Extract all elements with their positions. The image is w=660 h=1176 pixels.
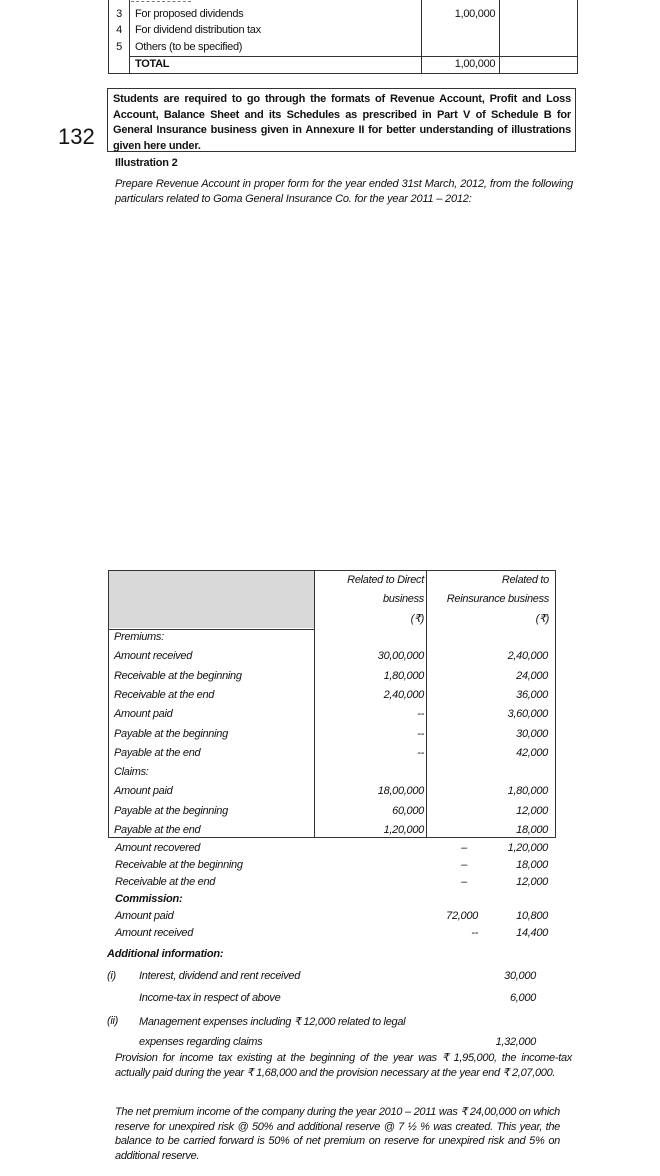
total-rule [129, 56, 577, 57]
direct-value: 2,40,000 [383, 688, 424, 701]
item2-line2: expenses regarding claims [139, 1036, 263, 1048]
column-divider [426, 570, 427, 838]
reinsurance-value: 1,80,000 [507, 785, 548, 798]
reinsurance-value: 2,40,000 [507, 650, 548, 663]
row-label: For dividend distribution tax [135, 24, 261, 36]
item1-amount2: 6,000 [509, 992, 536, 1004]
reinsurance-value: 12,000 [516, 804, 548, 817]
reinsurance-value: 10,800 [516, 910, 548, 922]
table-divider [421, 0, 422, 73]
item2-amount: 1,32,000 [495, 1036, 536, 1048]
reinsurance-value: 18,000 [516, 859, 548, 871]
row-label: Premiums: [114, 631, 164, 643]
header-direct-line1: Related to Direct [347, 574, 424, 586]
row-label: Receivable at the end [114, 688, 215, 701]
header-reinsurance-line1: Related to [501, 574, 549, 586]
item1-number: (i) [107, 970, 116, 982]
direct-value: 1,20,000 [383, 824, 424, 836]
item1-line1: Interest, dividend and rent received [139, 970, 301, 982]
row-label: Amount paid [114, 785, 173, 798]
header-rule [108, 629, 314, 630]
reinsurance-value: 24,000 [516, 669, 548, 682]
tax-provision-paragraph: Provision for income tax existing at the beginning of the year was ₹ 1,95,000, the income-tax actually paid during the year ₹ 1,68,000 and the provision necessary at the year end ₹ 2,07,000. [115, 1052, 572, 1079]
row-label: Amount received [115, 927, 194, 939]
item1-line2: Income-tax in respect of above [139, 992, 281, 1004]
commission-heading: Commission: [115, 893, 183, 905]
row-label: Amount received [114, 650, 193, 663]
reinsurance-value: 42,000 [516, 746, 548, 759]
notice-text: Students are required to go through the formats of Revenue Account, Profit and Loss Account, Balance Sheet and its Schedules as prescribed in Part V of Schedule B for General Insurance business given in Annexure II for better understanding of illustrations given here under. [113, 93, 571, 152]
direct-value: – [461, 842, 467, 854]
dividends-table [108, 0, 578, 74]
column-divider [314, 570, 315, 838]
row-label: Amount paid [115, 910, 174, 922]
illustration-title: Illustration 2 [115, 157, 178, 169]
row-label: Receivable at the beginning [114, 669, 242, 682]
direct-value: 72,000 [446, 910, 478, 922]
row-label: Claims: [114, 766, 149, 779]
cropped-text-fragment [131, 0, 191, 2]
header-reinsurance-line2: Reinsurance business [446, 593, 549, 605]
reinsurance-value: 3,60,000 [507, 708, 548, 721]
total-label: TOTAL [135, 58, 170, 70]
row-label: For proposed dividends [135, 8, 244, 20]
reinsurance-value: 1,20,000 [507, 842, 548, 854]
direct-value: – [461, 859, 467, 871]
reinsurance-value: 14,400 [516, 927, 548, 939]
page-number: 132 [58, 124, 95, 149]
row-label: Payable at the beginning [114, 804, 228, 817]
row-label: Receivable at the end [115, 876, 216, 888]
direct-value: -- [417, 708, 424, 721]
total-amount: 1,00,000 [454, 58, 496, 70]
illustration-intro: Prepare Revenue Account in proper form for the year ended 31st March, 2012, from the following particulars related to Goma General Insurance Co. for the year 2011 – 2012: [115, 178, 573, 205]
row-label: Others (to be specified) [135, 41, 243, 53]
direct-value: -- [417, 746, 424, 759]
row-number: 5 [116, 41, 122, 53]
item1-amount1: 30,000 [504, 970, 536, 982]
row-label: Payable at the end [114, 824, 201, 836]
direct-value: 30,00,000 [377, 650, 424, 663]
row-amount: 1,00,000 [454, 8, 496, 20]
item2-number: (ii) [107, 1015, 119, 1027]
direct-value: – [461, 876, 467, 888]
reinsurance-value: 30,000 [516, 727, 548, 740]
header-reinsurance-unit: (₹) [535, 613, 549, 625]
row-label: Payable at the beginning [114, 727, 228, 740]
additional-heading: Additional information: [107, 948, 224, 960]
row-number: 3 [116, 8, 122, 20]
direct-value: -- [417, 727, 424, 740]
item2-line1: Management expenses including ₹ 12,000 related to legal [139, 1016, 406, 1028]
table-divider [499, 0, 500, 73]
table-divider [129, 0, 130, 73]
particulars-table [108, 570, 556, 838]
row-number: 4 [116, 24, 122, 36]
row-label: Payable at the end [114, 746, 201, 759]
direct-value: 1,80,000 [383, 669, 424, 682]
row-label: Receivable at the beginning [115, 859, 243, 871]
header-direct-unit: (₹) [410, 613, 424, 625]
header-direct-line2: business [382, 593, 424, 605]
direct-value: 60,000 [392, 804, 424, 817]
reinsurance-value: 18,000 [516, 824, 548, 836]
direct-value: -- [471, 927, 478, 939]
reinsurance-value: 12,000 [516, 876, 548, 888]
direct-value: 18,00,000 [377, 785, 424, 798]
premium-reserve-paragraph: The net premium income of the company during the year 2010 – 2011 was ₹ 24,00,000 on which reserve for unexpired risk @ 50% and additional reserve @ 7 ½ % was created. This year, the balance to be carried forward is 50% of net premium on reserve for unexpired risk and 5% on additional reserve. [115, 1106, 560, 1162]
row-label: Amount paid [114, 708, 173, 721]
reinsurance-value: 36,000 [516, 688, 548, 701]
row-label: Amount recovered [115, 842, 201, 854]
header-shading [109, 571, 314, 628]
notice-box [107, 88, 576, 152]
